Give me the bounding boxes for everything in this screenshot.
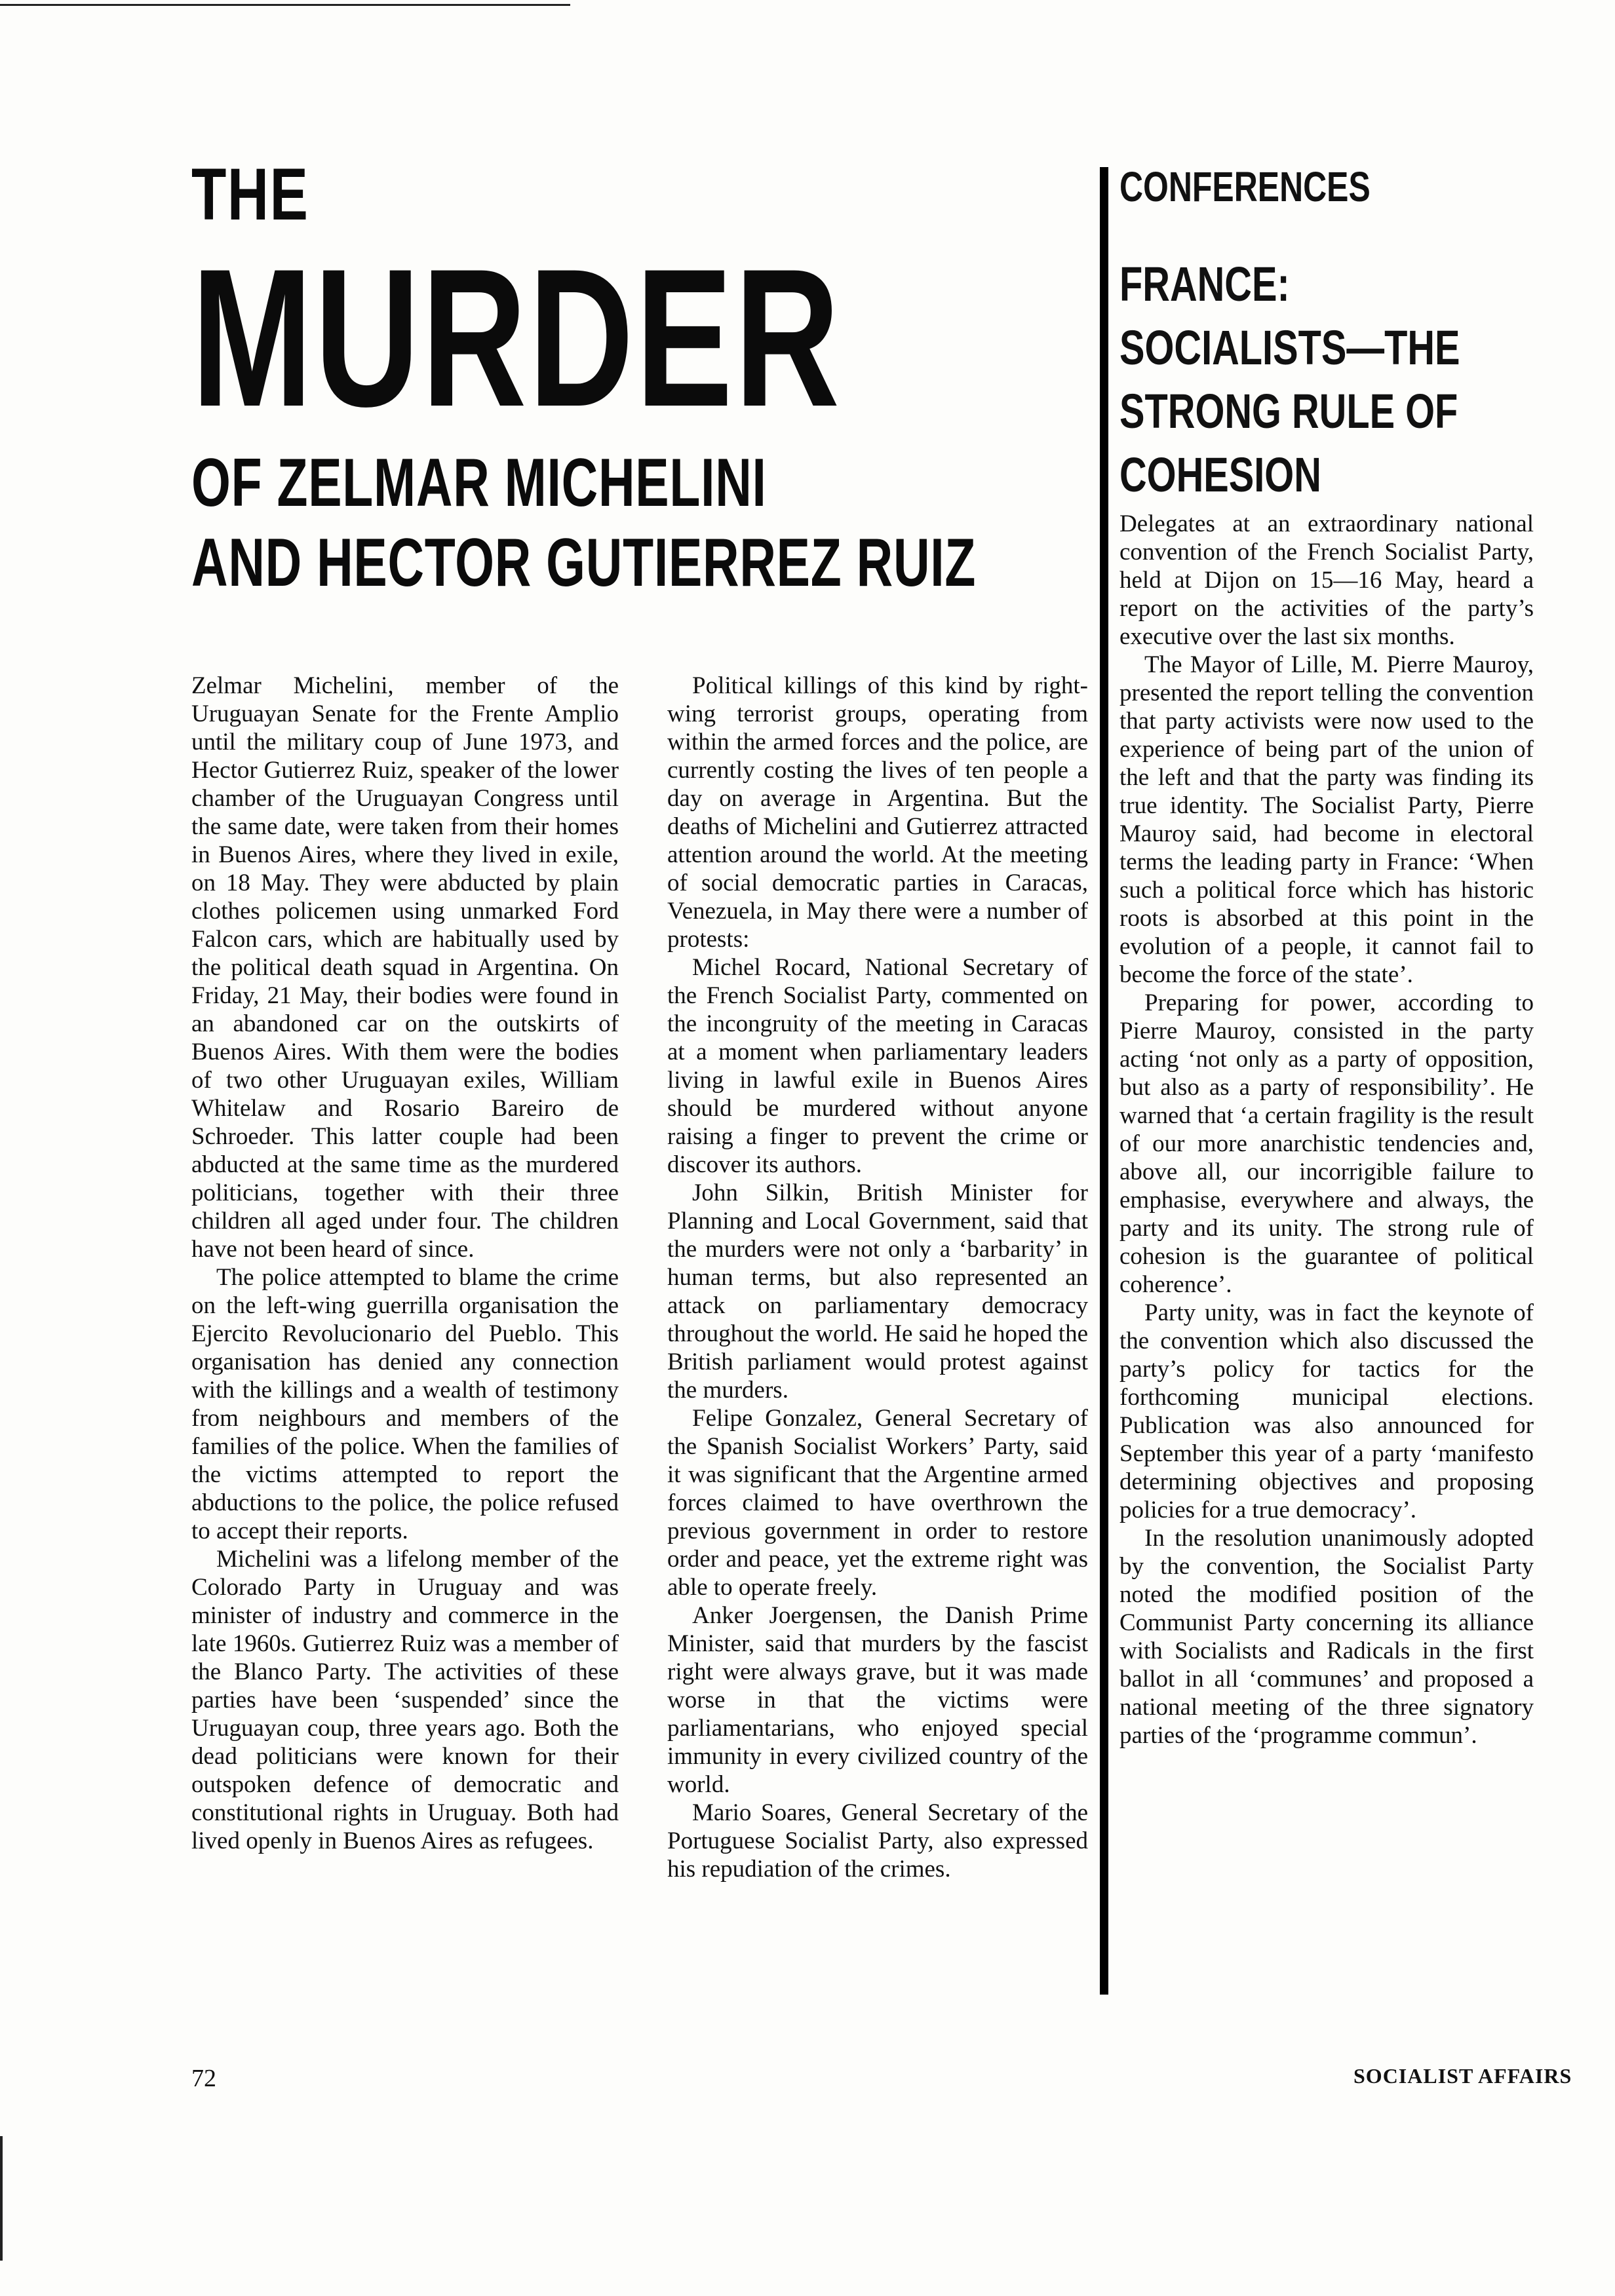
article-paragraph: John Silkin, British Minister for Planning and Local Government, said that the murders were not only a ‘barbarity’ in human terms, but also represented an attack on parliamentary democracy throughout the world. He said he hoped the British parliament would protest against the murders. (667, 1179, 1088, 1404)
article-paragraph: Felipe Gonzalez, General Secretary of the Spanish Socialist Workers’ Party, said it was significant that the Argentine armed forces claimed to have overthrown the previous government in order to restore order and peace, yet the extreme right was able to operate freely. (667, 1405, 1088, 1601)
article-paragraph: Michelini was a lifelong member of the Colorado Party in Uruguay and was minister of industry and commerce in the late 1960s. Gutierrez Ruiz was a member of the Blanco Party. The activities of these parties have been ‘suspended’ since the Uruguayan coup, three years ago. Both the dead politicians were known for their outspoken defence of democratic and constitutional rights in Uruguay. Both had lived openly in Buenos Aires as refugees. (191, 1546, 619, 1854)
scan-edge-mark (0, 2136, 3, 2261)
sidebar-title-line: SOCIALISTS—THE (1119, 320, 1460, 375)
subhead-line-2: AND HECTOR GUTIERREZ RUIZ (191, 525, 977, 601)
headline-the: THE (191, 153, 309, 235)
sidebar-column (1119, 510, 1534, 1750)
sidebar-title (1119, 252, 1539, 507)
subhead-line-1: OF ZELMAR MICHELINI (191, 445, 767, 521)
sidebar-paragraph: Delegates at an extraordinary national convention of the French Socialist Party, held at Dijon on 15—16 May, heard a report on the activities of the party’s executive over the last six months. (1119, 510, 1534, 650)
article-column-2 (667, 672, 1088, 1883)
sidebar-paragraph: The Mayor of Lille, M. Pierre Mauroy, presented the report telling the convention that party activists were now used to the experience of being part of the union of the left and that the party was finding its true identity. The Socialist Party, Pierre Mauroy said, had become in electoral terms the leading party in France: ‘When such a political force which has historic roots is absorbed at this point in the evolution of a people, it cannot fail to become the force of the state’. (1119, 651, 1534, 988)
sidebar-title-line: STRONG RULE OF (1119, 384, 1458, 438)
sidebar-paragraph: Preparing for power, according to Pierre Mauroy, consisted in the party acting ‘not only as a party of opposition, but also as a party of responsibility’. He warned that ‘a certain fragility is the result of our more anarchistic tendencies and, above all, our incorrigible failure to emphasise, everywhere and always, the party and its unity. The strong rule of cohesion is the guarantee of political coherence’. (1119, 989, 1534, 1298)
article-paragraph: Anker Joergensen, the Danish Prime Minister, said that murders by the fascist right were always grave, but it was made worse in that the victims were parliamentarians, who enjoyed special immunity in every civilized country of the world. (667, 1602, 1088, 1798)
article-paragraph: Mario Soares, General Secretary of the Portuguese Socialist Party, also expressed his repudiation of the crimes. (667, 1799, 1088, 1883)
publication-name: SOCIALIST AFFAIRS (1353, 2064, 1572, 2088)
sidebar-paragraph: In the resolution unanimously adopted by the convention, the Socialist Party noted the modified position of the Communist Party concerning its alliance with Socialists and Radicals in the first ballot in all ‘communes’ and proposed a national meeting of the three signatory parties of the ‘programme commun’. (1119, 1525, 1534, 1749)
subheadline (191, 443, 976, 603)
top-rule (0, 4, 570, 6)
sidebar-title-line: FRANCE: (1119, 257, 1290, 311)
section-label: CONFERENCES (1119, 163, 1371, 210)
article-column-1 (191, 672, 619, 1855)
article-paragraph: Zelmar Michelini, member of the Uruguayan Senate for the Frente Amplio until the military coup of June 1973, and Hector Gutierrez Ruiz, speaker of the lower chamber of the Uruguayan Congress until the same date, were taken from their homes in Buenos Aires, where they lived in exile, on 18 May. They were abducted by plain clothes policemen using unmarked Ford Falcon cars, which are habitually used by the political death squad in Argentina. On Friday, 21 May, their bodies were found in an abandoned car on the outskirts of Buenos Aires. With them were the bodies of two other Uruguayan exiles, William Whitelaw and Rosario Bareiro de Schroeder. This latter couple had been abducted at the same time as the murdered politicians, together with their three children all aged under four. The children have not been heard of since. (191, 672, 619, 1263)
article-paragraph: The police attempted to blame the crime on the left-wing guerrilla organisation the Ejercito Revolucionario del Pueblo. This organisation has denied any connection with the killings and a wealth of testimony from neighbours and members of the families of the police. When the families of the victims attempted to report the abductions to the police, the police refused to accept their reports. (191, 1264, 619, 1544)
article-paragraph: Michel Rocard, National Secretary of the French Socialist Party, commented on the incongruity of the meeting in Caracas at a moment when parliamentary leaders living in lawful exile in Buenos Aires should be murdered without anyone raising a finger to prevent the crime or discover its authors. (667, 954, 1088, 1178)
page-number: 72 (191, 2065, 216, 2092)
article-paragraph: Political killings of this kind by right-wing terrorist groups, operating from within the armed forces and the police, are currently costing the lives of ten people a day on average in Argentina. But the deaths of Michelini and Gutierrez attracted attention around the world. At the meeting of social democratic parties in Caracas, Venezuela, in May there were a number of protests: (667, 672, 1088, 953)
sidebar-paragraph: Party unity, was in fact the keynote of the convention which also discussed the party’s policy for tactics for the forthcoming municipal elections. Publication was also announced for September this year of a party ‘manifesto determining objectives and proposing policies for a true democracy’. (1119, 1299, 1534, 1523)
column-divider (1100, 167, 1108, 1995)
headline-murder: MURDER (191, 227, 842, 448)
sidebar-title-line: COHESION (1119, 448, 1321, 502)
